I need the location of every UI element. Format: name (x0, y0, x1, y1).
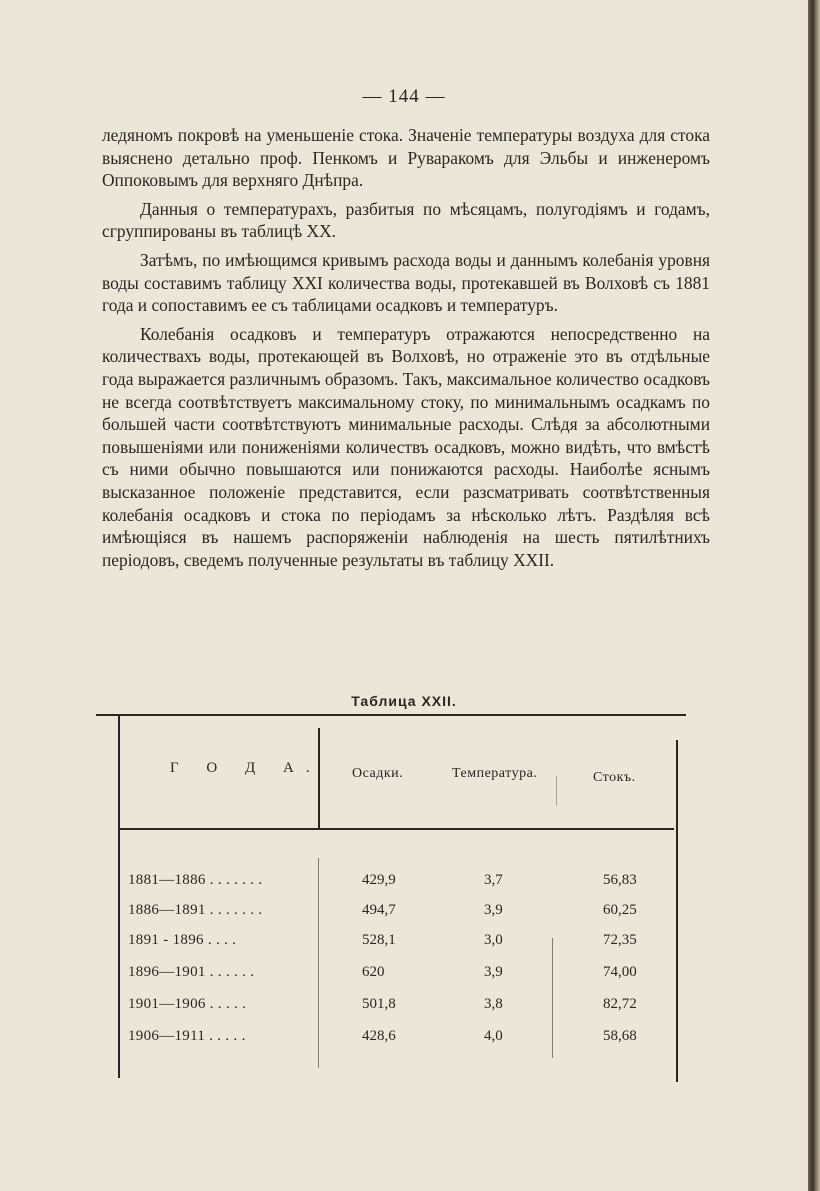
table-row (96, 872, 686, 898)
header-runoff: Стокъ. (593, 770, 636, 785)
header-years: Г О Д А. (170, 760, 322, 776)
cell-years: 1896—1901 . . . . . . (128, 964, 255, 980)
table-row (96, 996, 686, 1022)
cell-precipitation: 528,1 (362, 932, 396, 948)
table-row (96, 902, 686, 928)
paragraph-2: Данныя о температурахъ, разбитыя по мѣсяцамъ, полугодіямъ и годамъ, сгруппированы въ таблицѣ XX. (102, 198, 710, 242)
paragraph-4: Колебанія осадковъ и температуръ отражаются непосредственно на количествахъ воды, протекающей въ Волховѣ, но отраженіе это въ отдѣльные года выражается различнымъ образомъ. Такъ, максимальное количество осадковъ не всегда соотвѣтствуетъ максимальному стоку, по минимальнымъ осадкамъ по большей части соотвѣтствуютъ минимальные расходы. Слѣдя за абсолютными повышеніями или пониженіями количествъ осадковъ, можно видѣть, что вмѣстѣ съ ними обычно повышаются или понижаются расходы. Наиболѣе яснымъ высказанное положеніе представится, если разсматривать соотвѣтственныя колебанія осадковъ и стока по періодамъ за нѣсколько лѣтъ. Раздѣляя всѣ имѣющіяся въ нашемъ распоряженіи наблюденія на шесть пятилѣтнихъ періодовъ, сведемъ полученные результаты въ таблицу XXII. (102, 323, 710, 570)
header-precipitation: Осадки. (352, 766, 404, 781)
column-divider-years (318, 728, 320, 828)
cell-precipitation: 620 (362, 964, 385, 980)
header-temperature: Температура. (452, 766, 538, 781)
page-number: — 144 — (362, 86, 446, 107)
cell-precipitation: 501,8 (362, 996, 396, 1012)
cell-temperature: 3,0 (484, 932, 503, 948)
cell-years: 1901—1906 . . . . . (128, 996, 247, 1012)
column-divider-temp (556, 776, 557, 806)
page-edge-shadow (808, 0, 820, 1191)
table-row (96, 932, 686, 958)
cell-temperature: 3,8 (484, 996, 503, 1012)
body-text (102, 124, 710, 577)
cell-temperature: 3,9 (484, 964, 503, 980)
cell-years: 1881—1886 . . . . . . . (128, 872, 263, 888)
cell-temperature: 3,7 (484, 872, 503, 888)
data-table (96, 714, 686, 1086)
paragraph-3: Затѣмъ, по имѣющимся кривымъ расхода воды и даннымъ колебанія уровня воды составимъ таблицу XXI количества воды, протекавшей въ Волховѣ съ 1881 года и сопоставимъ ее съ таблицами осадковъ и температуръ. (102, 249, 710, 316)
cell-years: 1886—1891 . . . . . . . (128, 902, 263, 918)
cell-years: 1891 - 1896 . . . . (128, 932, 237, 948)
table-row (96, 1028, 686, 1054)
cell-temperature: 4,0 (484, 1028, 503, 1044)
cell-runoff: 60,25 (603, 902, 637, 918)
cell-years: 1906—1911 . . . . . (128, 1028, 246, 1044)
cell-runoff: 58,68 (603, 1028, 637, 1044)
table-caption: Таблица XXII. (351, 693, 457, 709)
table-header-rule (118, 828, 674, 830)
cell-precipitation: 428,6 (362, 1028, 396, 1044)
table-top-rule (96, 714, 686, 716)
cell-runoff: 72,35 (603, 932, 637, 948)
cell-runoff: 56,83 (603, 872, 637, 888)
table-row (96, 964, 686, 990)
cell-precipitation: 429,9 (362, 872, 396, 888)
cell-runoff: 82,72 (603, 996, 637, 1012)
cell-precipitation: 494,7 (362, 902, 396, 918)
cell-runoff: 74,00 (603, 964, 637, 980)
paragraph-1: ледяномъ покровѣ на уменьшеніе стока. Значеніе температуры воздуха для стока выяснено детально проф. Пенкомъ и Руваракомъ для Эльбы и инженеромъ Оппоковымъ для верхняго Днѣпра. (102, 125, 710, 191)
cell-temperature: 3,9 (484, 902, 503, 918)
